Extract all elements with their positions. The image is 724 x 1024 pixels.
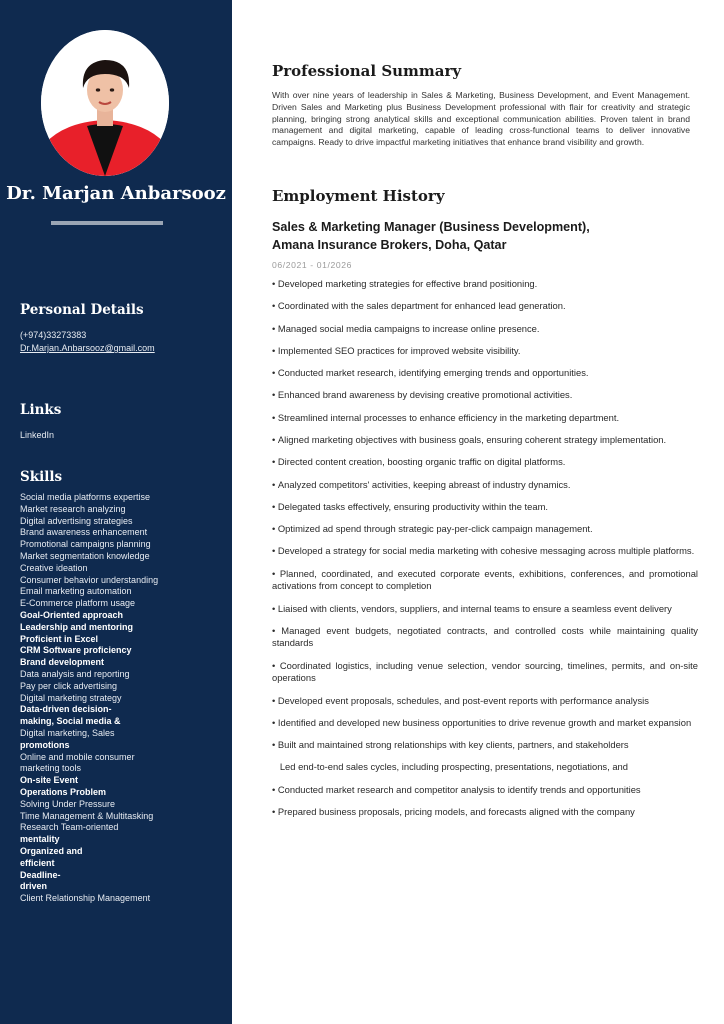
skill-item: Digital marketing strategy: [20, 692, 122, 703]
list-item: Led end-to-end sales cycles, including prospecting, presentations, negotiations, and: [279, 761, 628, 773]
skills-list: [20, 492, 220, 905]
skill-item: marketing tools: [20, 763, 82, 774]
skill-item: Online and mobile consumer: [20, 751, 135, 762]
skill-item: Social media platforms expertise: [20, 492, 151, 502]
list-item: • Analyzed competitors' activities, keeping abreast of industry dynamics.: [272, 479, 698, 492]
skill-item: Digital marketing, Sales: [20, 727, 115, 738]
employment-history-heading: Employment History: [272, 187, 445, 205]
profile-photo: [41, 30, 169, 176]
skill-item: Research Team-oriented: [20, 822, 119, 833]
phone-number: (+974)33273383: [20, 330, 87, 340]
list-item: • Managed social media campaigns to increase online presence.: [272, 323, 698, 336]
personal-details-heading: Personal Details: [20, 302, 144, 318]
skill-item: Creative ideation: [20, 562, 88, 573]
skill-item: Data-driven decision-: [20, 704, 112, 715]
job-bullets: [272, 278, 698, 828]
list-item: • Optimized ad spend through strategic pay-per-click campaign management.: [272, 523, 698, 536]
skill-item: promotions: [20, 739, 70, 750]
list-item: • Directed content creation, boosting organic traffic on digital platforms.: [272, 456, 698, 469]
skill-item: driven: [20, 881, 48, 892]
candidate-name: Dr. Marjan Anbarsooz: [6, 183, 226, 204]
list-item: • Coordinated logistics, including venue selection, vendor sourcing, timelines, permits, and on-site operations: [272, 660, 698, 685]
skill-item: Promotional campaigns planning: [20, 539, 151, 550]
list-item: • Conducted market research and competitor analysis to identify trends and opportunities: [272, 784, 698, 797]
job-title-line-1: Sales & Marketing Manager (Business Development),: [272, 220, 590, 234]
skill-item: Market segmentation knowledge: [20, 550, 150, 561]
skill-item: mentality: [20, 834, 60, 845]
skill-item: Brand development: [20, 657, 105, 668]
name-divider: [51, 221, 163, 225]
job-title-line-2: Amana Insurance Brokers, Doha, Qatar: [272, 238, 507, 252]
list-item: • Built and maintained strong relationships with key clients, partners, and stakeholders: [272, 739, 698, 752]
skill-item: Goal-Oriented approach: [20, 609, 124, 620]
sidebar: [0, 0, 232, 1024]
skill-item: Digital advertising strategies: [20, 515, 133, 526]
skill-item: On-site Event: [20, 775, 79, 786]
skill-item: Organized and: [20, 845, 83, 856]
list-item: • Identified and developed new business opportunities to drive revenue growth and market expansion: [272, 717, 698, 730]
list-item: • Delegated tasks effectively, ensuring productivity within the team.: [272, 501, 698, 514]
skill-item: Brand awareness enhancement: [20, 527, 148, 538]
links-list: [20, 429, 54, 442]
skills-heading: Skills: [20, 469, 63, 485]
skill-item: Email marketing automation: [20, 586, 132, 597]
skill-item: efficient: [20, 857, 55, 868]
skill-item: Time Management & Multitasking: [20, 810, 154, 821]
list-item: • Developed marketing strategies for effective brand positioning.: [272, 278, 698, 291]
list-item: • Implemented SEO practices for improved website visibility.: [272, 345, 698, 358]
professional-summary-heading: Professional Summary: [272, 62, 462, 80]
list-item: • Enhanced brand awareness by devising creative promotional activities.: [272, 389, 698, 402]
skill-item: Consumer behavior understanding: [20, 574, 159, 585]
job-dates: 06/2021 - 01/2026: [272, 260, 352, 270]
skill-item: Solving Under Pressure: [20, 798, 116, 809]
skill-item: Operations Problem: [20, 786, 107, 797]
skill-item: CRM Software proficiency: [20, 645, 132, 656]
list-item: • Managed event budgets, negotiated contracts, and controlled costs while maintaining quality standards: [272, 625, 698, 650]
skill-item: Deadline-: [20, 869, 61, 880]
list-item: • Developed a strategy for social media marketing with cohesive messaging across multiple platforms.: [272, 545, 698, 558]
links-heading: Links: [20, 402, 62, 418]
list-item: • Conducted market research, identifying emerging trends and opportunities.: [272, 367, 698, 380]
job-title: [272, 218, 698, 254]
skill-item: making, Social media &: [20, 716, 121, 727]
skill-item: Pay per click advertising: [20, 680, 118, 691]
list-item: • Coordinated with the sales department for enhanced lead generation.: [272, 300, 698, 313]
list-item: • Streamlined internal processes to enhance efficiency in the marketing department.: [272, 412, 698, 425]
skill-item: E-Commerce platform usage: [20, 598, 136, 609]
list-item: • Aligned marketing objectives with business goals, ensuring coherent strategy implementation.: [272, 434, 698, 447]
linkedin-link[interactable]: LinkedIn: [20, 430, 55, 440]
skill-item: Data analysis and reporting: [20, 668, 130, 679]
list-item: • Prepared business proposals, pricing models, and forecasts aligned with the company: [272, 806, 698, 819]
avatar-person-icon: [41, 30, 169, 176]
skill-item: Leadership and mentoring: [20, 621, 134, 632]
skill-item: Market research analyzing: [20, 503, 126, 514]
personal-details: [20, 329, 155, 355]
skill-item: Proficient in Excel: [20, 633, 99, 644]
list-item: • Developed event proposals, schedules, and post-event reports with performance analysis: [272, 695, 698, 708]
email-link[interactable]: Dr.Marjan.Anbarsooz@gmail.com: [20, 343, 155, 353]
list-item: • Planned, coordinated, and executed corporate events, exhibitions, conferences, and promotional activations from concept to completion: [272, 568, 698, 593]
list-item: • Liaised with clients, vendors, suppliers, and internal teams to ensure a seamless event delivery: [272, 603, 698, 616]
skill-item: Client Relationship Management: [20, 893, 151, 904]
professional-summary-text: With over nine years of leadership in Sales & Marketing, Business Development, and Event Management. Driven Sales and Marketing plus Business Development professional with flair for creativity and strategic planning, bringing strong analytical skills and exceptional communication abilities. Proven talent in brand management and digital marketing, capable of leading cross-functional teams to deliver innovative campaigns. Ready to drive impactful marketing initiatives that enhance brand visibility and growth.: [272, 90, 690, 148]
